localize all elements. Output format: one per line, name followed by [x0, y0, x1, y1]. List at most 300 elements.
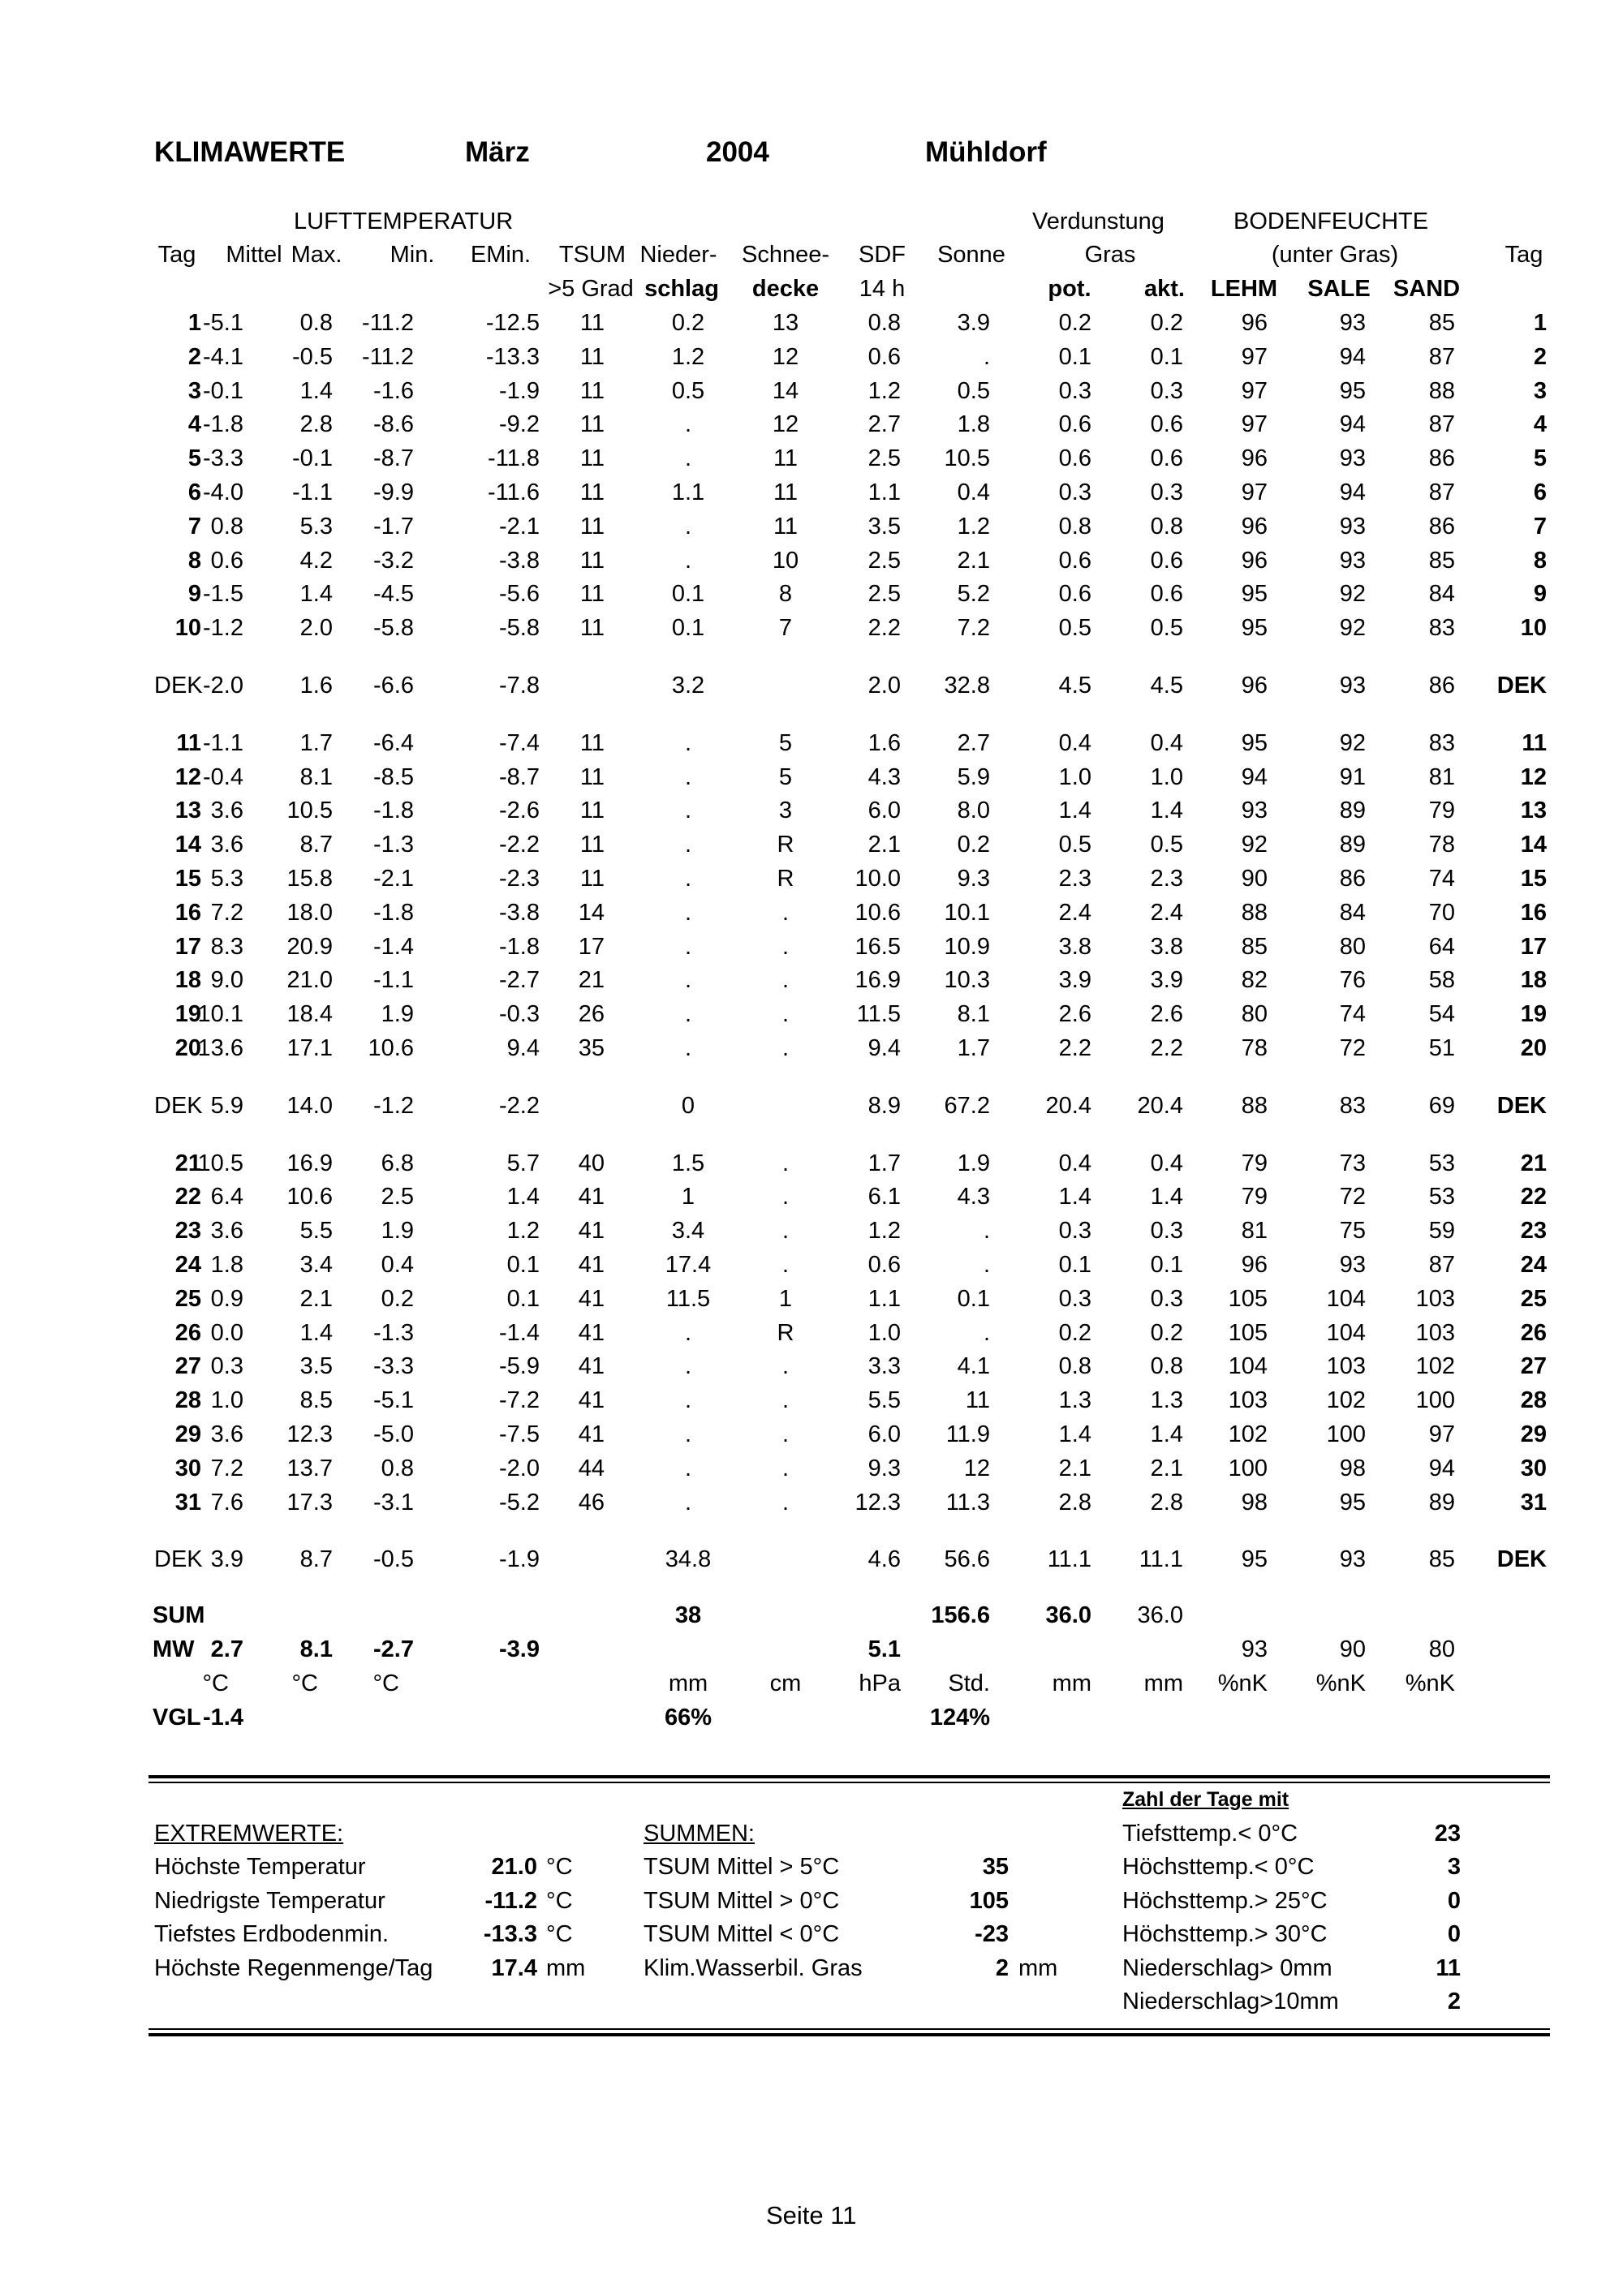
table-cell: 10.1 — [944, 899, 990, 926]
table-cell: 2.1 — [867, 832, 901, 858]
table-cell: 2.2 — [1150, 1035, 1183, 1061]
table-cell: 1.0 — [867, 1319, 901, 1346]
table-cell: 9.4 — [867, 1035, 901, 1061]
table-cell: -0.1 — [203, 377, 243, 404]
table-cell: 89 — [1339, 798, 1366, 824]
table-cell: 0.6 — [1058, 581, 1091, 608]
double-rule-bottom-b — [149, 2033, 1550, 2036]
table-cell: 92 — [1339, 581, 1366, 608]
table-cell: 85 — [1428, 310, 1455, 336]
table-cell: 11 — [579, 547, 605, 574]
table-cell: 46 — [578, 1489, 605, 1516]
column-header: Min. — [390, 242, 435, 268]
table-cell: -2.1 — [373, 866, 414, 892]
day-number-right: 14 — [1520, 832, 1547, 858]
table-cell: . — [684, 729, 692, 756]
table-cell: 5.3 — [299, 513, 333, 540]
summen-unit: mm — [1018, 1955, 1058, 1981]
table-cell: 93 — [1339, 445, 1366, 472]
table-cell: 1.0 — [210, 1387, 243, 1414]
table-cell: 10.5 — [944, 445, 990, 472]
table-cell: 93 — [1339, 547, 1366, 574]
column-header: (unter Gras) — [1271, 242, 1399, 268]
table-cell: 81 — [1428, 763, 1455, 790]
table-cell: -5.2 — [499, 1489, 540, 1516]
table-cell: 11 — [579, 445, 605, 472]
table-cell: 69 — [1428, 1092, 1455, 1119]
table-cell: . — [684, 1319, 692, 1346]
table-cell: 11 — [579, 411, 605, 438]
table-cell: 0.2 — [381, 1285, 414, 1312]
table-cell: -1.3 — [373, 1319, 414, 1346]
table-cell: -2.6 — [499, 798, 540, 824]
double-rule-top-a — [149, 1775, 1550, 1778]
day-number: 4 — [187, 411, 201, 438]
table-cell: 11.5 — [665, 1285, 711, 1312]
table-cell: 79 — [1241, 1150, 1268, 1176]
table-cell: 93 — [1339, 513, 1366, 540]
table-cell: 0.3 — [1058, 377, 1091, 404]
table-cell: 74 — [1428, 866, 1455, 892]
table-cell: 4.5 — [1058, 673, 1091, 699]
day-number-right: 17 — [1520, 933, 1547, 960]
table-cell: 44 — [578, 1455, 605, 1481]
table-cell: 53 — [1428, 1150, 1455, 1176]
zahl-der-tage-value: 23 — [1434, 1821, 1461, 1847]
day-number-right: 20 — [1520, 1035, 1547, 1061]
table-cell: 8.0 — [957, 798, 990, 824]
table-cell: 67.2 — [944, 1092, 990, 1119]
table-cell: 1.4 — [299, 1319, 333, 1346]
table-cell: 93 — [1241, 798, 1268, 824]
table-cell: 1.4 — [299, 377, 333, 404]
table-cell: 58 — [1428, 967, 1455, 994]
table-cell: 17 — [578, 933, 605, 960]
table-cell: . — [781, 933, 790, 960]
table-cell: 6.1 — [867, 1184, 901, 1210]
day-number-right: 21 — [1520, 1150, 1547, 1176]
table-cell: 4.3 — [957, 1184, 990, 1210]
day-number: 8 — [187, 547, 201, 574]
table-cell: 32.8 — [944, 673, 990, 699]
table-cell: 26 — [578, 1001, 605, 1028]
summary-label: MW — [153, 1636, 195, 1663]
table-cell: -4.5 — [373, 581, 414, 608]
day-number: 29 — [174, 1421, 201, 1447]
table-cell: 2.2 — [1058, 1035, 1091, 1061]
table-cell: 0.8 — [299, 310, 333, 336]
table-cell: 1.4 — [299, 581, 333, 608]
table-cell: 1.4 — [1150, 1184, 1183, 1210]
page-number: Seite 11 — [766, 2201, 857, 2229]
table-cell: 11 — [773, 445, 799, 472]
table-cell: 86 — [1428, 513, 1455, 540]
table-cell: 1.1 — [867, 479, 901, 505]
table-cell: -8.5 — [373, 763, 414, 790]
table-cell: 95 — [1241, 615, 1268, 642]
table-cell: . — [684, 866, 692, 892]
table-cell: -1.9 — [499, 377, 540, 404]
table-cell: -1.2 — [203, 615, 243, 642]
table-cell: 1.2 — [867, 1218, 901, 1245]
day-number: 11 — [176, 729, 201, 756]
table-cell: 90 — [1241, 866, 1268, 892]
table-cell: -2.2 — [499, 1092, 540, 1119]
table-cell: . — [781, 1489, 790, 1516]
table-cell: 0.2 — [1150, 310, 1183, 336]
table-cell: . — [684, 763, 692, 790]
table-cell: -1.1 — [373, 967, 414, 994]
day-number: 24 — [174, 1252, 201, 1278]
table-cell: 88 — [1241, 1092, 1268, 1119]
table-cell: 0.3 — [1150, 377, 1183, 404]
extremwert-label: Höchste Temperatur — [154, 1854, 366, 1880]
table-cell: -7.8 — [499, 673, 540, 699]
table-cell: 102 — [1415, 1353, 1455, 1380]
table-cell: -1.8 — [203, 411, 243, 438]
day-number: 16 — [174, 899, 201, 926]
table-cell: 0.1 — [671, 581, 705, 608]
table-cell: 2.7 — [957, 729, 990, 756]
table-cell: . — [781, 1001, 790, 1028]
table-cell: 10.9 — [944, 933, 990, 960]
table-cell: 97 — [1241, 343, 1268, 370]
day-number: 25 — [174, 1285, 201, 1312]
table-cell: 0.1 — [1058, 1252, 1091, 1278]
table-cell: 0.2 — [671, 310, 705, 336]
table-cell: -9.2 — [499, 411, 540, 438]
extremwerte-heading: EXTREMWERTE: — [154, 1821, 344, 1847]
table-cell: . — [781, 1184, 790, 1210]
table-cell: 14 — [772, 377, 799, 404]
table-cell: 3.5 — [299, 1353, 333, 1380]
table-cell: 5.7 — [506, 1150, 540, 1176]
day-number-right: 10 — [1520, 615, 1547, 642]
column-subheader: 14 h — [859, 276, 906, 302]
table-cell: 74 — [1339, 1001, 1366, 1028]
table-cell: 0.1 — [1150, 343, 1183, 370]
table-cell: 84 — [1428, 581, 1455, 608]
table-cell: 5.2 — [957, 581, 990, 608]
table-cell: 3.4 — [299, 1252, 333, 1278]
table-cell: . — [684, 411, 692, 438]
table-cell: 5.5 — [299, 1218, 333, 1245]
table-cell: 1.2 — [957, 513, 990, 540]
table-cell: 13.7 — [286, 1455, 333, 1481]
doc-station: Mühldorf — [925, 136, 1047, 168]
table-cell: 2.3 — [1058, 866, 1091, 892]
zahl-der-tage-label: Niederschlag> 0mm — [1122, 1955, 1332, 1981]
table-cell: 2.7 — [867, 411, 901, 438]
table-cell: 79 — [1428, 798, 1455, 824]
zahl-der-tage-value: 3 — [1447, 1854, 1461, 1880]
table-cell: 89 — [1428, 1489, 1455, 1516]
table-cell: 78 — [1428, 832, 1455, 858]
table-cell: 93 — [1339, 673, 1366, 699]
table-cell: -13.3 — [485, 343, 540, 370]
table-cell: 86 — [1428, 445, 1455, 472]
table-cell: -1.8 — [373, 798, 414, 824]
table-cell: 0.6 — [1150, 581, 1183, 608]
day-number-right: 30 — [1520, 1455, 1547, 1481]
summary-cell: 80 — [1428, 1636, 1455, 1663]
table-cell: 0.6 — [1150, 411, 1183, 438]
table-cell: 8.1 — [957, 1001, 990, 1028]
table-cell: -0.4 — [203, 763, 243, 790]
table-cell: . — [781, 1035, 790, 1061]
table-cell: 7.2 — [957, 615, 990, 642]
table-cell: 83 — [1428, 615, 1455, 642]
table-cell: . — [684, 967, 692, 994]
summary-cell: 36.0 — [1045, 1602, 1091, 1629]
table-cell: 10.6 — [286, 1184, 333, 1210]
table-cell: 0.5 — [1150, 615, 1183, 642]
table-cell: -8.7 — [499, 763, 540, 790]
table-cell: 1.7 — [867, 1150, 901, 1176]
table-cell: 41 — [578, 1353, 605, 1380]
table-cell: 9.0 — [210, 967, 243, 994]
table-cell: 11 — [579, 729, 605, 756]
summary-cell: %nK — [1217, 1670, 1268, 1697]
zahl-der-tage-label: Niederschlag>10mm — [1122, 1989, 1339, 2014]
table-cell: 11 — [579, 581, 605, 608]
table-cell: 0.6 — [210, 547, 243, 574]
extremwert-value: 17.4 — [491, 1955, 537, 1981]
table-cell: 84 — [1339, 899, 1366, 926]
extremwert-label: Höchste Regenmenge/Tag — [154, 1955, 433, 1981]
table-cell: 1 — [778, 1285, 793, 1312]
day-number: 15 — [174, 866, 201, 892]
table-cell: . — [684, 1035, 692, 1061]
table-cell: -5.9 — [499, 1353, 540, 1380]
day-number-right: 1 — [1533, 310, 1547, 336]
header-bodenfeuchte: BODENFEUCHTE — [1233, 209, 1429, 234]
table-cell: 2.8 — [1150, 1489, 1183, 1516]
table-cell: 8.7 — [299, 832, 333, 858]
summen-value: 105 — [969, 1888, 1009, 1914]
table-cell: 17.1 — [286, 1035, 333, 1061]
table-cell: 8 — [778, 581, 793, 608]
table-cell: 102 — [1326, 1387, 1366, 1414]
table-cell: -2.0 — [499, 1455, 540, 1481]
table-cell: . — [684, 798, 692, 824]
table-cell: 7.6 — [210, 1489, 243, 1516]
table-cell: . — [684, 1353, 692, 1380]
table-cell: -4.0 — [203, 479, 243, 505]
table-cell: 1.8 — [210, 1252, 243, 1278]
table-cell: 92 — [1339, 615, 1366, 642]
table-cell: 3.9 — [210, 1546, 243, 1573]
day-number-right: 18 — [1520, 967, 1547, 994]
table-cell: 11 — [579, 310, 605, 336]
table-cell: . — [983, 1252, 990, 1278]
table-cell: 9.4 — [506, 1035, 540, 1061]
table-cell: 6.4 — [210, 1184, 243, 1210]
table-cell: 11 — [579, 479, 605, 505]
table-cell: 4.3 — [867, 763, 901, 790]
day-number-right: 24 — [1520, 1252, 1547, 1278]
table-cell: 0.1 — [671, 615, 705, 642]
table-cell: 96 — [1241, 310, 1268, 336]
table-cell: 5.9 — [210, 1092, 243, 1119]
table-cell: 2.5 — [867, 445, 901, 472]
table-cell: 13.6 — [197, 1035, 243, 1061]
extremwert-label: Niedrigste Temperatur — [154, 1888, 385, 1914]
zahl-der-tage-label: Höchsttemp.< 0°C — [1122, 1854, 1315, 1880]
header-verdunstung: Verdunstung — [1032, 209, 1165, 234]
table-cell: 88 — [1428, 377, 1455, 404]
table-cell: -2.2 — [499, 832, 540, 858]
table-cell: 2.8 — [299, 411, 333, 438]
table-cell: -7.2 — [499, 1387, 540, 1414]
table-cell: 3.6 — [210, 1218, 243, 1245]
table-cell: . — [684, 513, 692, 540]
table-cell: . — [684, 1489, 692, 1516]
table-cell: 15.8 — [286, 866, 333, 892]
zahl-der-tage-value: 0 — [1447, 1921, 1461, 1947]
table-cell: 11.9 — [945, 1421, 990, 1447]
table-cell: 3.9 — [1150, 967, 1183, 994]
table-cell: 0.5 — [1150, 832, 1183, 858]
table-cell: 103 — [1326, 1353, 1366, 1380]
table-cell: 5.9 — [957, 763, 990, 790]
table-cell: 1.3 — [1058, 1387, 1091, 1414]
extremwert-label: Tiefstes Erdbodenmin. — [154, 1921, 390, 1947]
column-subheader: LEHM — [1210, 276, 1278, 302]
table-cell: 0.4 — [1150, 729, 1183, 756]
day-number: 14 — [174, 832, 201, 858]
dek-label: DEK — [154, 1092, 203, 1119]
table-cell: 100 — [1415, 1387, 1455, 1414]
table-cell: -1.1 — [292, 479, 333, 505]
table-cell: -11.8 — [488, 445, 540, 472]
table-cell: 10.5 — [286, 798, 333, 824]
table-cell: 51 — [1428, 1035, 1455, 1061]
table-cell: . — [684, 933, 692, 960]
day-number-right: 9 — [1533, 581, 1547, 608]
table-cell: -1.6 — [373, 377, 414, 404]
day-number-right: 19 — [1520, 1001, 1547, 1028]
table-cell: 94 — [1428, 1455, 1455, 1481]
table-cell: 0.1 — [957, 1285, 990, 1312]
table-cell: . — [684, 1001, 692, 1028]
table-cell: 0.4 — [1058, 1150, 1091, 1176]
column-header: Nieder- — [639, 242, 717, 268]
table-cell: 20.4 — [1137, 1092, 1183, 1119]
table-cell: 105 — [1228, 1285, 1268, 1312]
table-cell: 12 — [772, 411, 799, 438]
table-cell: 0.2 — [1150, 1319, 1183, 1346]
table-cell: . — [781, 1150, 790, 1176]
summary-cell: °C — [202, 1670, 229, 1697]
table-cell: 4.5 — [1150, 673, 1183, 699]
table-cell: 17.3 — [286, 1489, 333, 1516]
table-cell: 1.2 — [867, 377, 901, 404]
table-cell: 85 — [1428, 547, 1455, 574]
table-cell: 83 — [1339, 1092, 1366, 1119]
table-cell: 0.6 — [1058, 411, 1091, 438]
day-number: 31 — [174, 1489, 201, 1516]
table-cell: -3.2 — [373, 547, 414, 574]
day-number: 18 — [174, 967, 201, 994]
zahl-der-tage-label: Höchsttemp.> 30°C — [1122, 1921, 1328, 1947]
table-cell: 3.3 — [867, 1353, 901, 1380]
table-cell: 3.6 — [210, 832, 243, 858]
summary-cell: 124% — [929, 1705, 990, 1731]
table-cell: 80 — [1339, 933, 1366, 960]
table-cell: 8.7 — [299, 1546, 333, 1573]
table-cell: 16.5 — [855, 933, 901, 960]
summary-cell: mm — [1143, 1670, 1183, 1697]
table-cell: 102 — [1228, 1421, 1268, 1447]
column-header: Schnee- — [741, 242, 829, 268]
table-cell: 104 — [1326, 1319, 1366, 1346]
table-cell: . — [781, 1387, 790, 1414]
table-cell: 3.8 — [1058, 933, 1091, 960]
table-cell: 0.2 — [1058, 1319, 1091, 1346]
table-cell: -2.7 — [499, 967, 540, 994]
table-cell: . — [781, 1218, 790, 1245]
table-cell: 41 — [578, 1285, 605, 1312]
table-cell: 85 — [1428, 1546, 1455, 1573]
table-cell: 2.0 — [299, 615, 333, 642]
summary-cell: mm — [668, 1670, 708, 1697]
day-number-right: 12 — [1520, 763, 1547, 790]
double-rule-bottom-a — [149, 2028, 1550, 2030]
table-cell: 104 — [1326, 1285, 1366, 1312]
table-cell: 100 — [1326, 1421, 1366, 1447]
table-cell: 1.4 — [1150, 1421, 1183, 1447]
table-cell: 1.0 — [1058, 763, 1091, 790]
column-header: Mittel — [226, 242, 282, 268]
table-cell: 87 — [1428, 1252, 1455, 1278]
table-cell: 11.5 — [856, 1001, 901, 1028]
table-cell: 88 — [1241, 899, 1268, 926]
table-cell: 8.3 — [210, 933, 243, 960]
table-cell: 1.1 — [671, 479, 705, 505]
table-cell: 79 — [1241, 1184, 1268, 1210]
table-cell: 17.4 — [665, 1252, 712, 1278]
table-cell: 5 — [778, 763, 793, 790]
table-cell: 56.6 — [944, 1546, 990, 1573]
summary-cell: 36.0 — [1137, 1602, 1183, 1629]
table-cell: 2.1 — [299, 1285, 333, 1312]
table-cell: 95 — [1241, 581, 1268, 608]
day-number-right: 31 — [1520, 1489, 1547, 1516]
table-cell: -3.8 — [499, 547, 540, 574]
day-number: 27 — [174, 1353, 201, 1380]
table-cell: -5.8 — [499, 615, 540, 642]
table-cell: 9.3 — [957, 866, 990, 892]
day-number: 26 — [174, 1319, 201, 1346]
table-cell: 13 — [772, 310, 799, 336]
table-cell: 14.0 — [286, 1092, 333, 1119]
table-cell: 11 — [579, 343, 605, 370]
day-number: 9 — [187, 581, 201, 608]
table-cell: -9.9 — [373, 479, 414, 505]
table-cell: 1.7 — [957, 1035, 990, 1061]
day-number-right: 4 — [1533, 411, 1547, 438]
table-cell: . — [781, 899, 790, 926]
column-header: SDF — [859, 242, 906, 268]
day-number: 3 — [187, 377, 201, 404]
table-cell: 1.6 — [867, 729, 901, 756]
table-cell: 0.1 — [1150, 1252, 1183, 1278]
table-cell: 96 — [1241, 1252, 1268, 1278]
dek-label: DEK — [154, 673, 203, 699]
table-cell: 54 — [1428, 1001, 1455, 1028]
table-cell: . — [684, 1421, 692, 1447]
